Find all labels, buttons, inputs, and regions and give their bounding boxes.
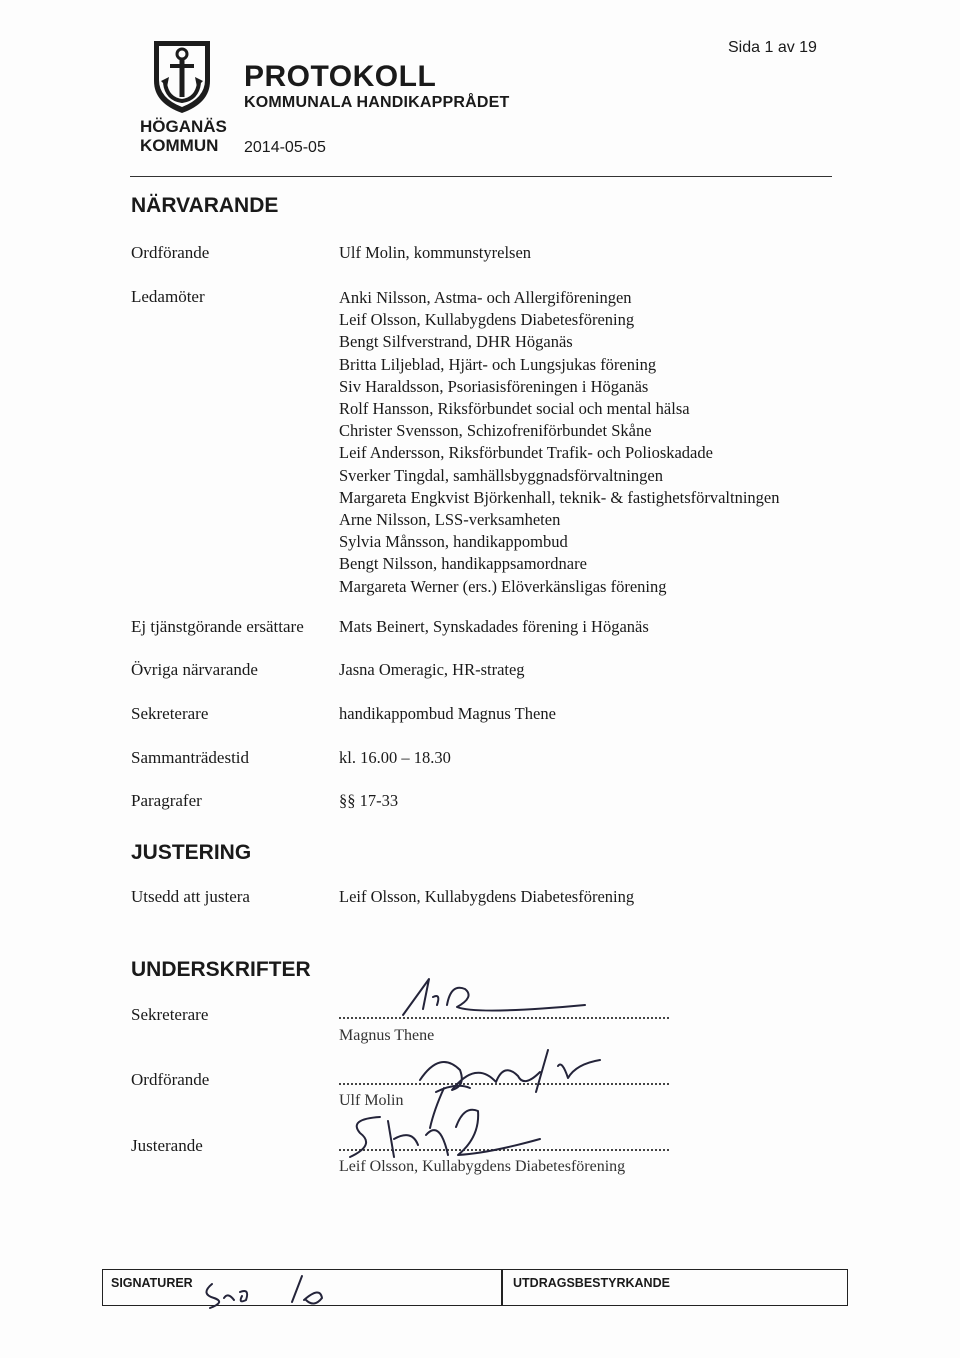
meeting-time-value: kl. 16.00 – 18.30 [339,748,451,767]
signature-chair-label: Ordförande [131,1070,210,1089]
paragraphs-label: Paragrafer [131,791,202,810]
list-item: Arne Nilsson, LSS-verksamheten [339,510,561,530]
list-item: Rolf Hansson, Riksförbundet social och mental hälsa [339,399,690,419]
list-item: Bengt Nilsson, handikappsamordnare [339,554,587,574]
substitute-value: Mats Beinert, Synskadades förening i Höganäs [339,617,649,636]
adjuster-value: Leif Olsson, Kullabygdens Diabetesförening [339,887,635,906]
document-subtitle: KOMMUNALA HANDIKAPPRÅDET [244,94,510,111]
secretary-label: Sekreterare [131,704,209,723]
others-value: Jasna Omeragic, HR-strateg [339,660,525,679]
signature-box-divider [501,1270,503,1305]
members-list [339,287,780,598]
list-item: Margareta Werner (ers.) Elöverkänsligas förening [339,576,667,596]
list-item: Christer Svensson, Schizofreniförbundet Skåne [339,421,652,441]
municipality-name-line2: KOMMUN [140,136,219,155]
municipality-name-line1: HÖGANÄS [140,117,227,136]
others-label: Övriga närvarande [131,660,258,679]
section-heading-narvarande: NÄRVARANDE [131,194,279,217]
handwritten-signature-secretary [395,975,595,1025]
handwritten-signature-adjuster [340,1095,570,1170]
header-divider [130,176,832,177]
document-title: PROTOKOLL [244,60,437,93]
anchor-crest-icon [150,35,214,115]
initials-signature [198,1270,358,1310]
list-item: Sverker Tingdal, samhällsbyggnadsförvaltningen [339,465,664,485]
signature-adjuster-label: Justerande [131,1136,203,1155]
list-item: Britta Liljeblad, Hjärt- och Lungsjukas förening [339,354,657,374]
certificate-label: UTDRAGSBESTYRKANDE [513,1276,670,1290]
list-item: Siv Haraldsson, Psoriasisföreningen i Höganäs [339,376,649,396]
chair-value: Ulf Molin, kommunstyrelsen [339,243,532,262]
signature-box [102,1269,848,1306]
municipality-name [140,117,227,155]
substitute-label: Ej tjänstgörande ersättare [131,617,304,636]
list-item: Anki Nilsson, Astma- och Allergiföreningen [339,288,632,307]
signatures-label: SIGNATURER [111,1276,193,1290]
signature-chair-name: Ulf Molin [339,1092,404,1109]
list-item: Margareta Engkvist Björkenhall, teknik- & fastighetsförvaltningen [339,487,780,507]
section-heading-justering: JUSTERING [131,841,252,864]
list-item: Bengt Silfverstrand, DHR Höganäs [339,332,573,352]
chair-label: Ordförande [131,243,210,262]
meeting-time-label: Sammanträdestid [131,748,250,767]
paragraphs-value: §§ 17-33 [339,791,399,810]
list-item: Leif Olsson, Kullabygdens Diabetesförening [339,310,635,330]
list-item: Leif Andersson, Riksförbundet Trafik- och Polioskadade [339,443,713,463]
document-date: 2014-05-05 [244,139,326,156]
signature-adjuster-name: Leif Olsson, Kullabygdens Diabetesförening [339,1158,626,1175]
members-label: Ledamöter [131,287,205,306]
secretary-value: handikappombud Magnus Thene [339,704,556,723]
page-number: Sida 1 av 19 [728,39,817,56]
signature-secretary-name: Magnus Thene [339,1027,435,1044]
section-heading-underskrifter: UNDERSKRIFTER [131,958,311,981]
signature-secretary-label: Sekreterare [131,1005,209,1024]
list-item: Sylvia Månsson, handikappombud [339,532,568,552]
adjuster-label: Utsedd att justera [131,887,250,906]
